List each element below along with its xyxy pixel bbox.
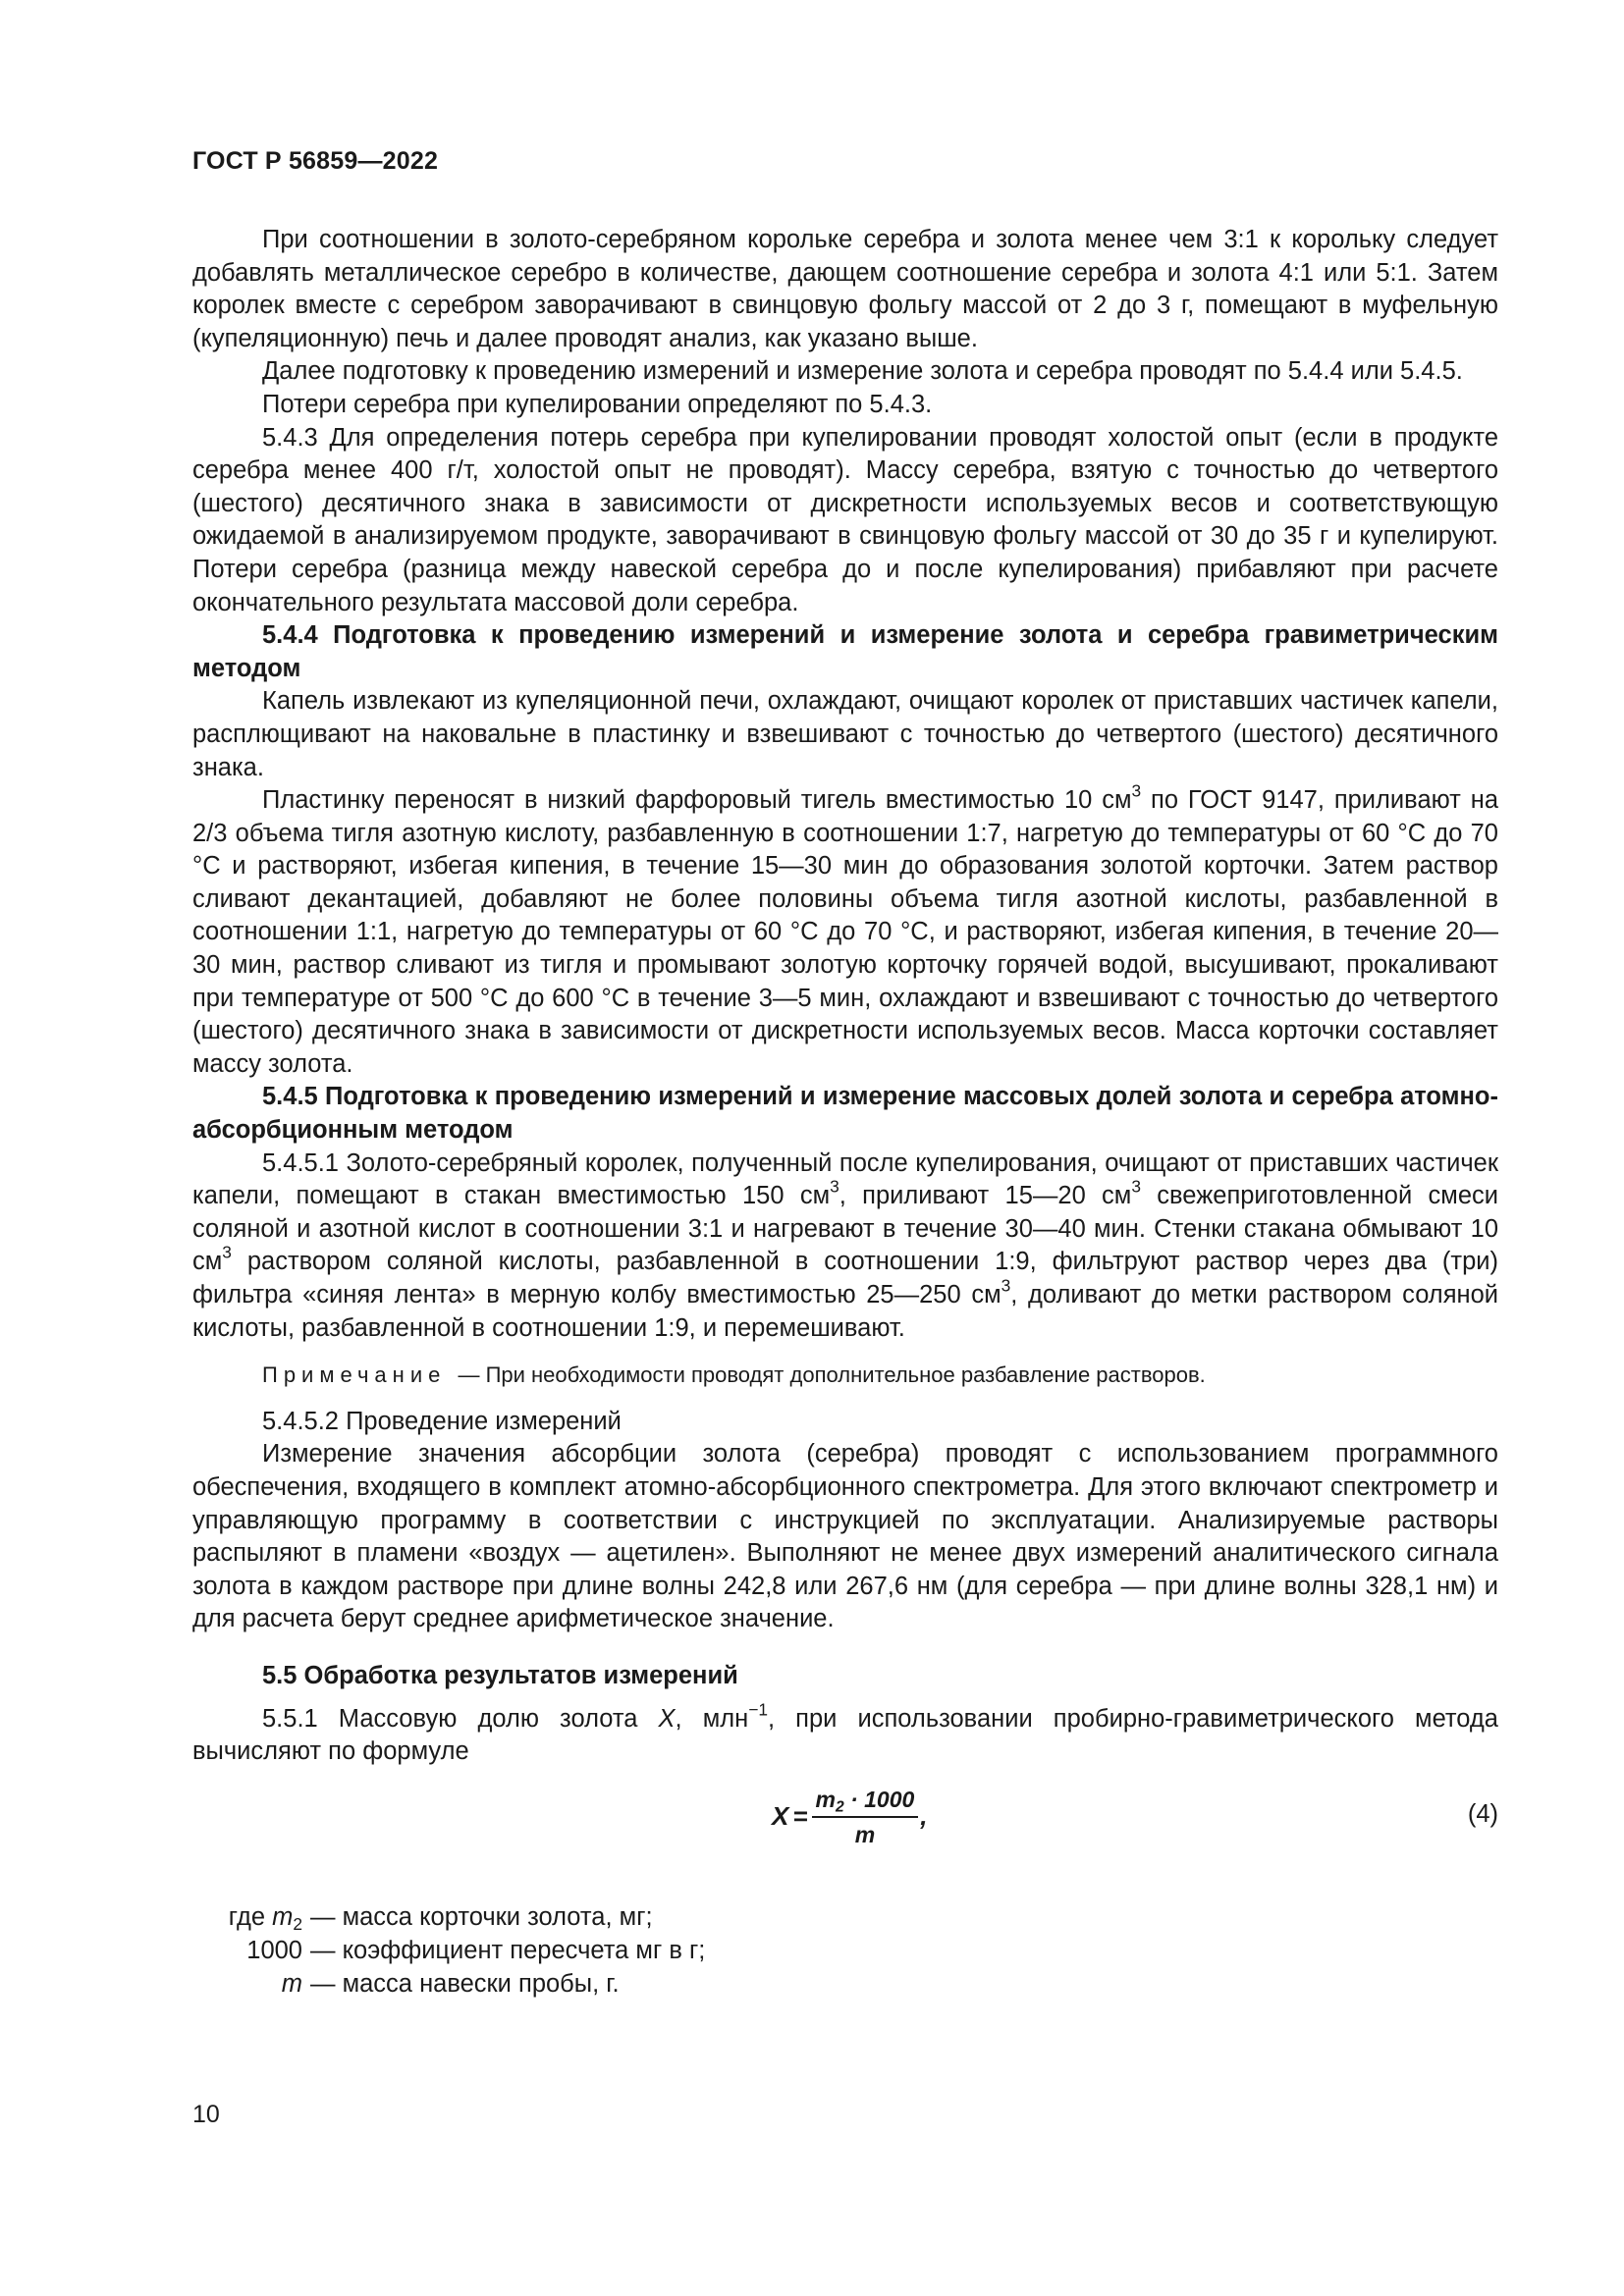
document-header: ГОСТ Р 56859—2022 [192, 147, 439, 175]
where-symbol [192, 1900, 302, 1934]
formula-numerator [812, 1785, 919, 1818]
where-row [192, 1900, 1498, 1934]
paragraph-5-4-5-2: 5.4.5.2 Проведение измерений [262, 1407, 622, 1435]
superscript: 3 [1001, 1275, 1011, 1296]
dash: — [310, 1902, 343, 1931]
text-run: , млн [675, 1704, 749, 1733]
variable: X [658, 1704, 676, 1733]
equation-number: (4) [1467, 1799, 1498, 1828]
paragraph: При соотношении в золото-серебряном корольке серебра и золота менее чем 3:1 к корольку следует добавлять металлическое серебро в количестве, дающем соотношение серебра и золота 4:1 или 5:1. Затем королек вместе с серебром заворачивают в свинцовую фольгу массой от 2 до 3 г, помещают в муфельную (купеляционную) печь и далее проводят анализ, как указано выше. [192, 226, 1498, 352]
paragraph: Потери серебра при купелировании определяют по 5.4.3. [262, 390, 933, 418]
numerator-subscript: 2 [835, 1798, 844, 1816]
document-body [192, 224, 1498, 2001]
note [192, 1359, 1498, 1392]
where-list [192, 1900, 1498, 2001]
numerator-variable: m [815, 1786, 836, 1812]
text-run: , при использовании пробирно-гравиметрического метода вычисляют по формуле [192, 1704, 1498, 1766]
paragraph-5-4-5-1 [192, 1148, 1498, 1346]
text-run: раствором соляной кислоты, разбавленной в соотношении 1:9, фильтруют раствор через два (три) фильтра «синяя лента» в мерную колбу вместимостью 25—250 см [192, 1248, 1498, 1308]
paragraph [192, 780, 1499, 1081]
text-run: по ГОСТ 9147, приливают на 2/3 объема тигля азотную кислоту, разбавленную в соотношении 1:7, нагретую до температуры от 60 °С до 70 °С и растворяют, избегая кипения, в течение 15—30 мин до образования золотой корточки. Затем раствор сливают декантацией, добавляют не более половины объема тигля азотной кислоты, разбавленной в соотношении 1:1, нагретую до температуры от 60 °С до 70 °С, и растворяют, избегая кипения, в течение 20—30 мин, раствор сливают из тигля и промывают золотую корточку горячей водой, высушивают, прокаливают при температуре от 500 °С до 600 °С в течение 3—5 мин, охлаждают и взвешивают с точностью до четвертого (шестого) десятичного знака в зависимости от дискретности используемых весов. Масса корточки составляет массу золота. [192, 786, 1499, 1078]
text-run: свежеприготовленной смеси соляной и азотной кислот в соотношении 3:1 и нагревают в течение 30—40 мин. Стенки стакана обмывают 10 см [192, 1182, 1498, 1276]
section-heading-5-4-4: 5.4.4 Подготовка к проведению измерений и измерение золота и серебра гравиметрическим методом [192, 621, 1498, 682]
symbol: 1000 [246, 1936, 302, 1964]
where-description [310, 1900, 653, 1934]
formula-4 [192, 1779, 1498, 1873]
where-symbol [192, 1967, 302, 2001]
page-number: 10 [192, 2101, 220, 2128]
formula-lhs: X [772, 1800, 789, 1831]
paragraph-5-4-3: 5.4.3 Для определения потерь серебра при купелировании проводят холостой опыт (если в продукте серебра менее 400 г/т, холостой опыт не проводят). Массу серебра, взятую с точностью до четвертого (шестого) десятичного знака в зависимости от дискретности используемых весов и соответствующую ожидаемой в анализируемом продукте, заворачивают в свинцовую фольгу массой от 30 до 35 г и купелируют. Потери серебра (разница между навеской серебра до и после купелирования) прибавляют при расчете окончательного результата массовой доли серебра. [192, 423, 1498, 616]
formula-comma: , [920, 1800, 928, 1831]
superscript: 3 [1131, 780, 1142, 801]
description: коэффициент пересчета мг в г; [342, 1936, 706, 1964]
section-heading-5-4-5: 5.4.5 Подготовка к проведению измерений и измерение массовых долей золота и серебра атомно-абсорбционным методом [192, 1083, 1498, 1145]
section-heading-5-5: 5.5 Обработка результатов измерений [262, 1661, 738, 1689]
where-row [192, 1967, 1498, 2001]
symbol-subscript: 2 [293, 1913, 302, 1934]
symbol: m [281, 1969, 302, 1998]
text-run: 5.5.1 Массовую долю золота [262, 1704, 659, 1733]
note-label: Примечание [262, 1362, 447, 1388]
text-run: 5.4.5.1 Золото-серебряный королек, полученный после купелирования, очищают от приставших частичек капели, помещают в стакан вместимостью 150 см [192, 1148, 1498, 1210]
superscript: 3 [1131, 1176, 1141, 1197]
paragraph-5-5-1 [192, 1699, 1498, 1769]
paragraph: Капель извлекают из купеляционной печи, охлаждают, очищают королек от приставших частичек капели, расплющивают на наковальне в пластинку и взвешивают с точностью до четвертого (шестого) десятичного знака. [192, 687, 1498, 781]
formula-denominator: m [854, 1821, 876, 1847]
paragraph: Далее подготовку к проведению измерений и измерение золота и серебра проводят по 5.4.4 или 5.4.5. [262, 357, 1463, 386]
note-text: — При необходимости проводят дополнительное разбавление растворов. [452, 1362, 1206, 1388]
where-description [310, 1967, 620, 2001]
dash: — [310, 1936, 343, 1964]
where-prefix: где [228, 1902, 273, 1931]
superscript: −1 [748, 1699, 768, 1720]
paragraph: Измерение значения абсорбции золота (серебра) проводят с использованием программного обеспечения, входящего в комплект атомно-абсорбционного спектрометра. Для этого включают спектрометр и управляющую программу в соответствии с инструкцией по эксплуатации. Анализируемые растворы распыляют в пламени «воздух — ацетилен». Выполняют не менее двух измерений аналитического сигнала золота в каждом растворе при длине волны 242,8 или 267,6 нм (для серебра — при длине волны 328,1 нм) и для расчета берут среднее арифметическое значение. [192, 1440, 1498, 1633]
where-row [192, 1934, 1498, 1967]
numerator-rest: · 1000 [843, 1786, 915, 1812]
where-symbol [192, 1934, 302, 1967]
superscript: 3 [222, 1243, 232, 1263]
where-description [310, 1934, 705, 1967]
formula-expression [772, 1785, 928, 1849]
description: масса навески пробы, г. [342, 1969, 620, 1998]
formula-fraction [812, 1785, 919, 1849]
description: масса корточки золота, мг; [342, 1902, 653, 1931]
formula-equals: = [792, 1800, 808, 1831]
text-run: , приливают 15—20 см [839, 1182, 1132, 1210]
superscript: 3 [830, 1176, 839, 1197]
dash: — [310, 1969, 343, 1998]
text-run: , доливают до метки раствором соляной кислоты, разбавленной в соотношении 1:9, и перемешивают. [192, 1281, 1499, 1342]
symbol: m [272, 1902, 294, 1931]
text-run: Пластинку переносят в низкий фарфоровый тигель вместимостью 10 см [262, 786, 1132, 815]
